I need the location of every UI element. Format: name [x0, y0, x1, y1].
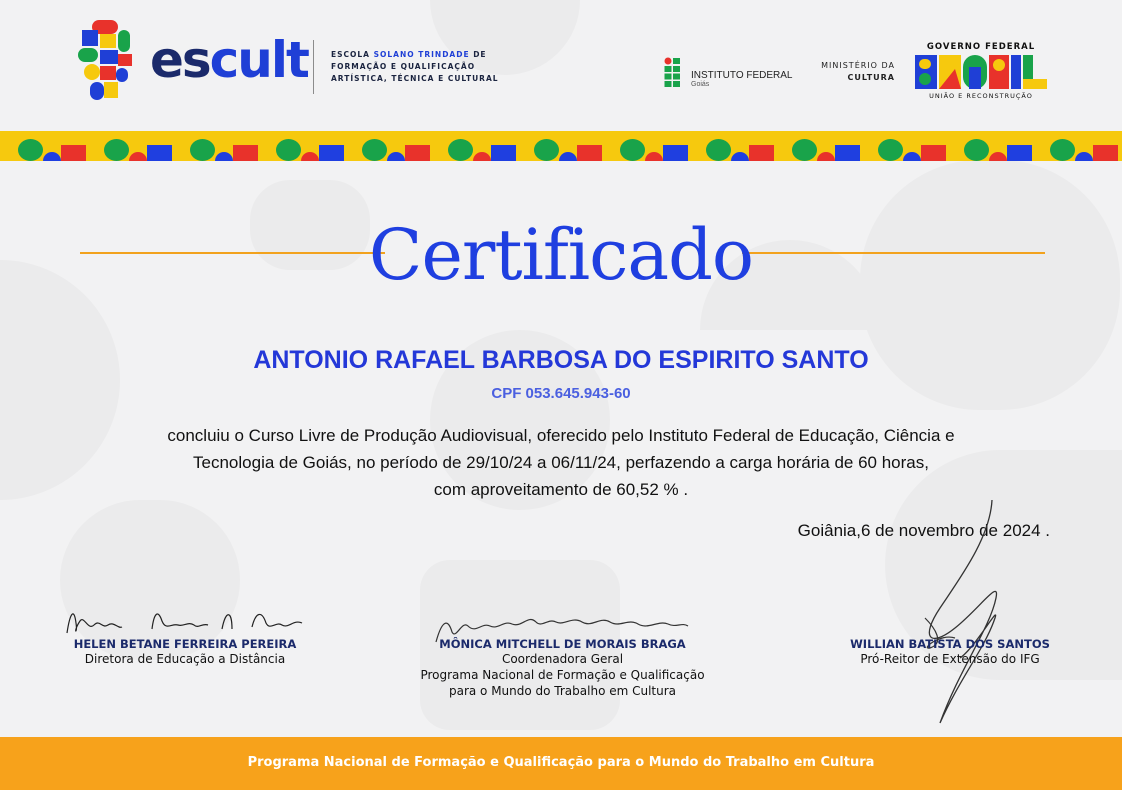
strip-shape	[0, 131, 18, 161]
strip-shape	[964, 139, 989, 161]
signer-name: HELEN BETANE FERREIRA PEREIRA	[73, 637, 297, 651]
signature-block-monica	[390, 637, 735, 699]
strip-shape	[878, 139, 903, 161]
signature-block-helen	[40, 637, 330, 667]
strip-shape	[362, 139, 387, 161]
school-name: ESCOLA SOLANO TRINDADE DE FORMAÇÃO E QUALIFICAÇÃO ARTÍSTICA, TÉCNICA E CULTURAL	[331, 50, 499, 83]
strip-shape	[620, 139, 645, 161]
signature-scribble-helen	[62, 603, 312, 639]
uniao-reconstrucao-label: UNIÃO E RECONSTRUÇÃO	[929, 92, 1033, 100]
strip-shape	[516, 131, 534, 161]
instituto-federal-icon	[664, 57, 686, 89]
strip-shape	[86, 131, 104, 161]
strip-shape	[258, 131, 276, 161]
signer-role: Coordenadora Geral	[501, 652, 624, 666]
signer-name: MÔNICA MITCHELL DE MORAIS BRAGA	[439, 637, 686, 651]
strip-shape	[18, 139, 43, 161]
strip-shape	[749, 145, 774, 161]
strip-shape	[430, 131, 448, 161]
escult-wordmark: escult	[150, 31, 308, 89]
strip-shape	[577, 145, 602, 161]
strip-shape	[276, 139, 301, 161]
strip-shape	[1007, 145, 1032, 161]
strip-shape	[1118, 131, 1122, 161]
strip-shape	[147, 145, 172, 161]
header-divider	[313, 40, 314, 94]
signer-role: Diretora de Educação a Distância	[84, 652, 286, 666]
governo-federal-label: GOVERNO FEDERAL	[926, 42, 1036, 52]
strip-shape	[1032, 131, 1050, 161]
strip-shape	[491, 145, 516, 161]
instituto-federal-name: INSTITUTO FEDERAL	[691, 70, 793, 81]
strip-shape	[688, 131, 706, 161]
strip-shape	[835, 145, 860, 161]
recipient-name: ANTONIO RAFAEL BARBOSA DO ESPIRITO SANTO	[253, 346, 869, 374]
strip-shape	[774, 131, 792, 161]
strip-shape	[860, 131, 878, 161]
signer-name: WILLIAN BATISTA DOS SANTOS	[850, 637, 1050, 651]
strip-shape	[921, 145, 946, 161]
signer-role: para o Mundo do Trabalho em Cultura	[448, 684, 677, 698]
issue-date: Goiânia,6 de novembro de 2024 .	[797, 521, 1050, 540]
strip-shape	[534, 139, 559, 161]
strip-shape	[344, 131, 362, 161]
signer-role: Programa Nacional de Formação e Qualificação	[420, 668, 705, 682]
strip-shape	[172, 131, 190, 161]
escult-logo-icon	[78, 20, 134, 102]
strip-shape	[448, 139, 473, 161]
strip-shape	[104, 139, 129, 161]
recipient-cpf: CPF 053.645.943-60	[491, 385, 631, 402]
certificate-body: concluiu o Curso Livre de Produção Audiovisual, oferecido pelo Instituto Federal de Educação, Ciência e Tecnologia de Goiás, no período de 29/10/24 a 06/11/24, perfazendo a carga horária de 60 horas, com aproveitamento de 60,52 % .	[167, 426, 955, 499]
strip-shape	[1050, 139, 1075, 161]
strip-shape	[233, 145, 258, 161]
ministerio-cultura: MINISTÉRIO DA CULTURA	[821, 61, 895, 82]
strip-shape	[706, 139, 731, 161]
strip-shape	[602, 131, 620, 161]
signature-block-willian	[830, 637, 1070, 667]
signer-role: Pró-Reitor de Extensão do IFG	[860, 652, 1040, 666]
strip-shape	[61, 145, 86, 161]
footer-text: Programa Nacional de Formação e Qualificação para o Mundo do Trabalho em Cultura	[247, 755, 875, 770]
strip-shape	[663, 145, 688, 161]
certificate-title: Certificado	[368, 214, 754, 296]
strip-shape	[1093, 145, 1118, 161]
decorative-color-strip	[0, 131, 1122, 161]
strip-shape	[792, 139, 817, 161]
brasil-logo-icon	[915, 55, 1047, 89]
strip-shape	[946, 131, 964, 161]
strip-shape	[319, 145, 344, 161]
strip-shape	[405, 145, 430, 161]
signature-scribble-willian	[900, 498, 1020, 728]
strip-shape	[190, 139, 215, 161]
instituto-federal-campus: Goiás	[691, 81, 710, 88]
